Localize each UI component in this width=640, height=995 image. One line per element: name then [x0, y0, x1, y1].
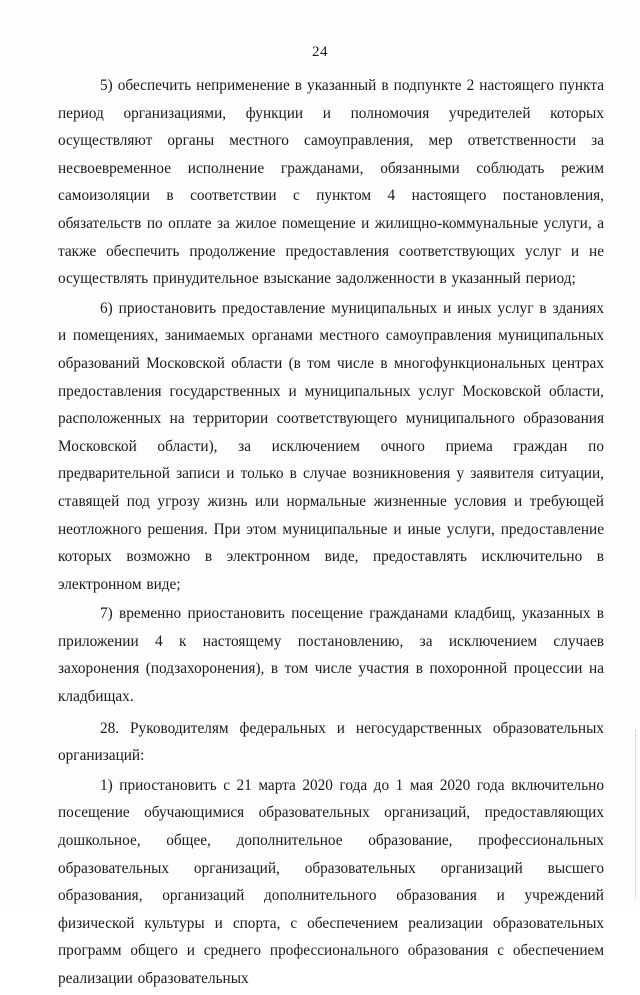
paragraph-item-6: 6) приостановить предоставление муниципальных и иных услуг в зданиях и помещениях, занимаемых органами местного самоуправления муниципальных образований Московской области (в том числе в многофункциональных центрах предоставления государственных и муниципальных услуг Московской области, расположенных на территории соответствующего муниципального образования Московской области), за исключением очного приема граждан по предварительной записи и только в случае возникновения у заявителя ситуации, ставящей под угрозу жизнь или нормальные жизненные условия и требующей неотложного решения. При этом муниципальные и иные услуги, предоставление которых возможно в электронном виде, предоставлять исключительно в электронном виде; [58, 299, 604, 593]
paragraph-item-7: 7) временно приостановить посещение гражданами кладбищ, указанных в приложении 4 к настоящему постановлению, за исключением случаев захоронения (подзахоронения), в том числе участия в похоронной процессии на кладбищах. [58, 605, 604, 706]
scan-edge-artifact [633, 730, 636, 900]
page-number: 24 [312, 44, 328, 60]
paragraph-section-28: 28. Руководителям федеральных и негосударственных образовательных организаций: [58, 719, 604, 765]
paragraph-item-5: 5) обеспечить неприменение в указанный в подпункте 2 настоящего пункта период организациями, функции и полномочия учредителей которых осуществляют органы местного самоуправления, мер ответственности за несвоевременное исполнение гражданами, обязанными соблюдать режим самоизоляции в соответствии с пунктом 4 настоящего постановления, обязательств по оплате за жилое помещение и жилищно-коммунальные услуги, а также обеспечить продолжение предоставления соответствующих услуг и не осуществлять принудительное взыскание задолженности в указанный период; [58, 77, 604, 288]
document-body [58, 72, 604, 995]
paragraph-item-1: 1) приостановить с 21 марта 2020 года до 1 мая 2020 года включительно посещение обучающимися образовательных организаций, предоставляющих дошкольное, общее, дополнительное образование, профессиональных образовательных организаций, образовательных организаций высшего образования, организаций дополнительного образования и учреждений физической культуры и спорта, с обеспечением реализации образовательных программ общего и среднего профессионального образования с обеспечением реализации образовательных [58, 776, 604, 987]
